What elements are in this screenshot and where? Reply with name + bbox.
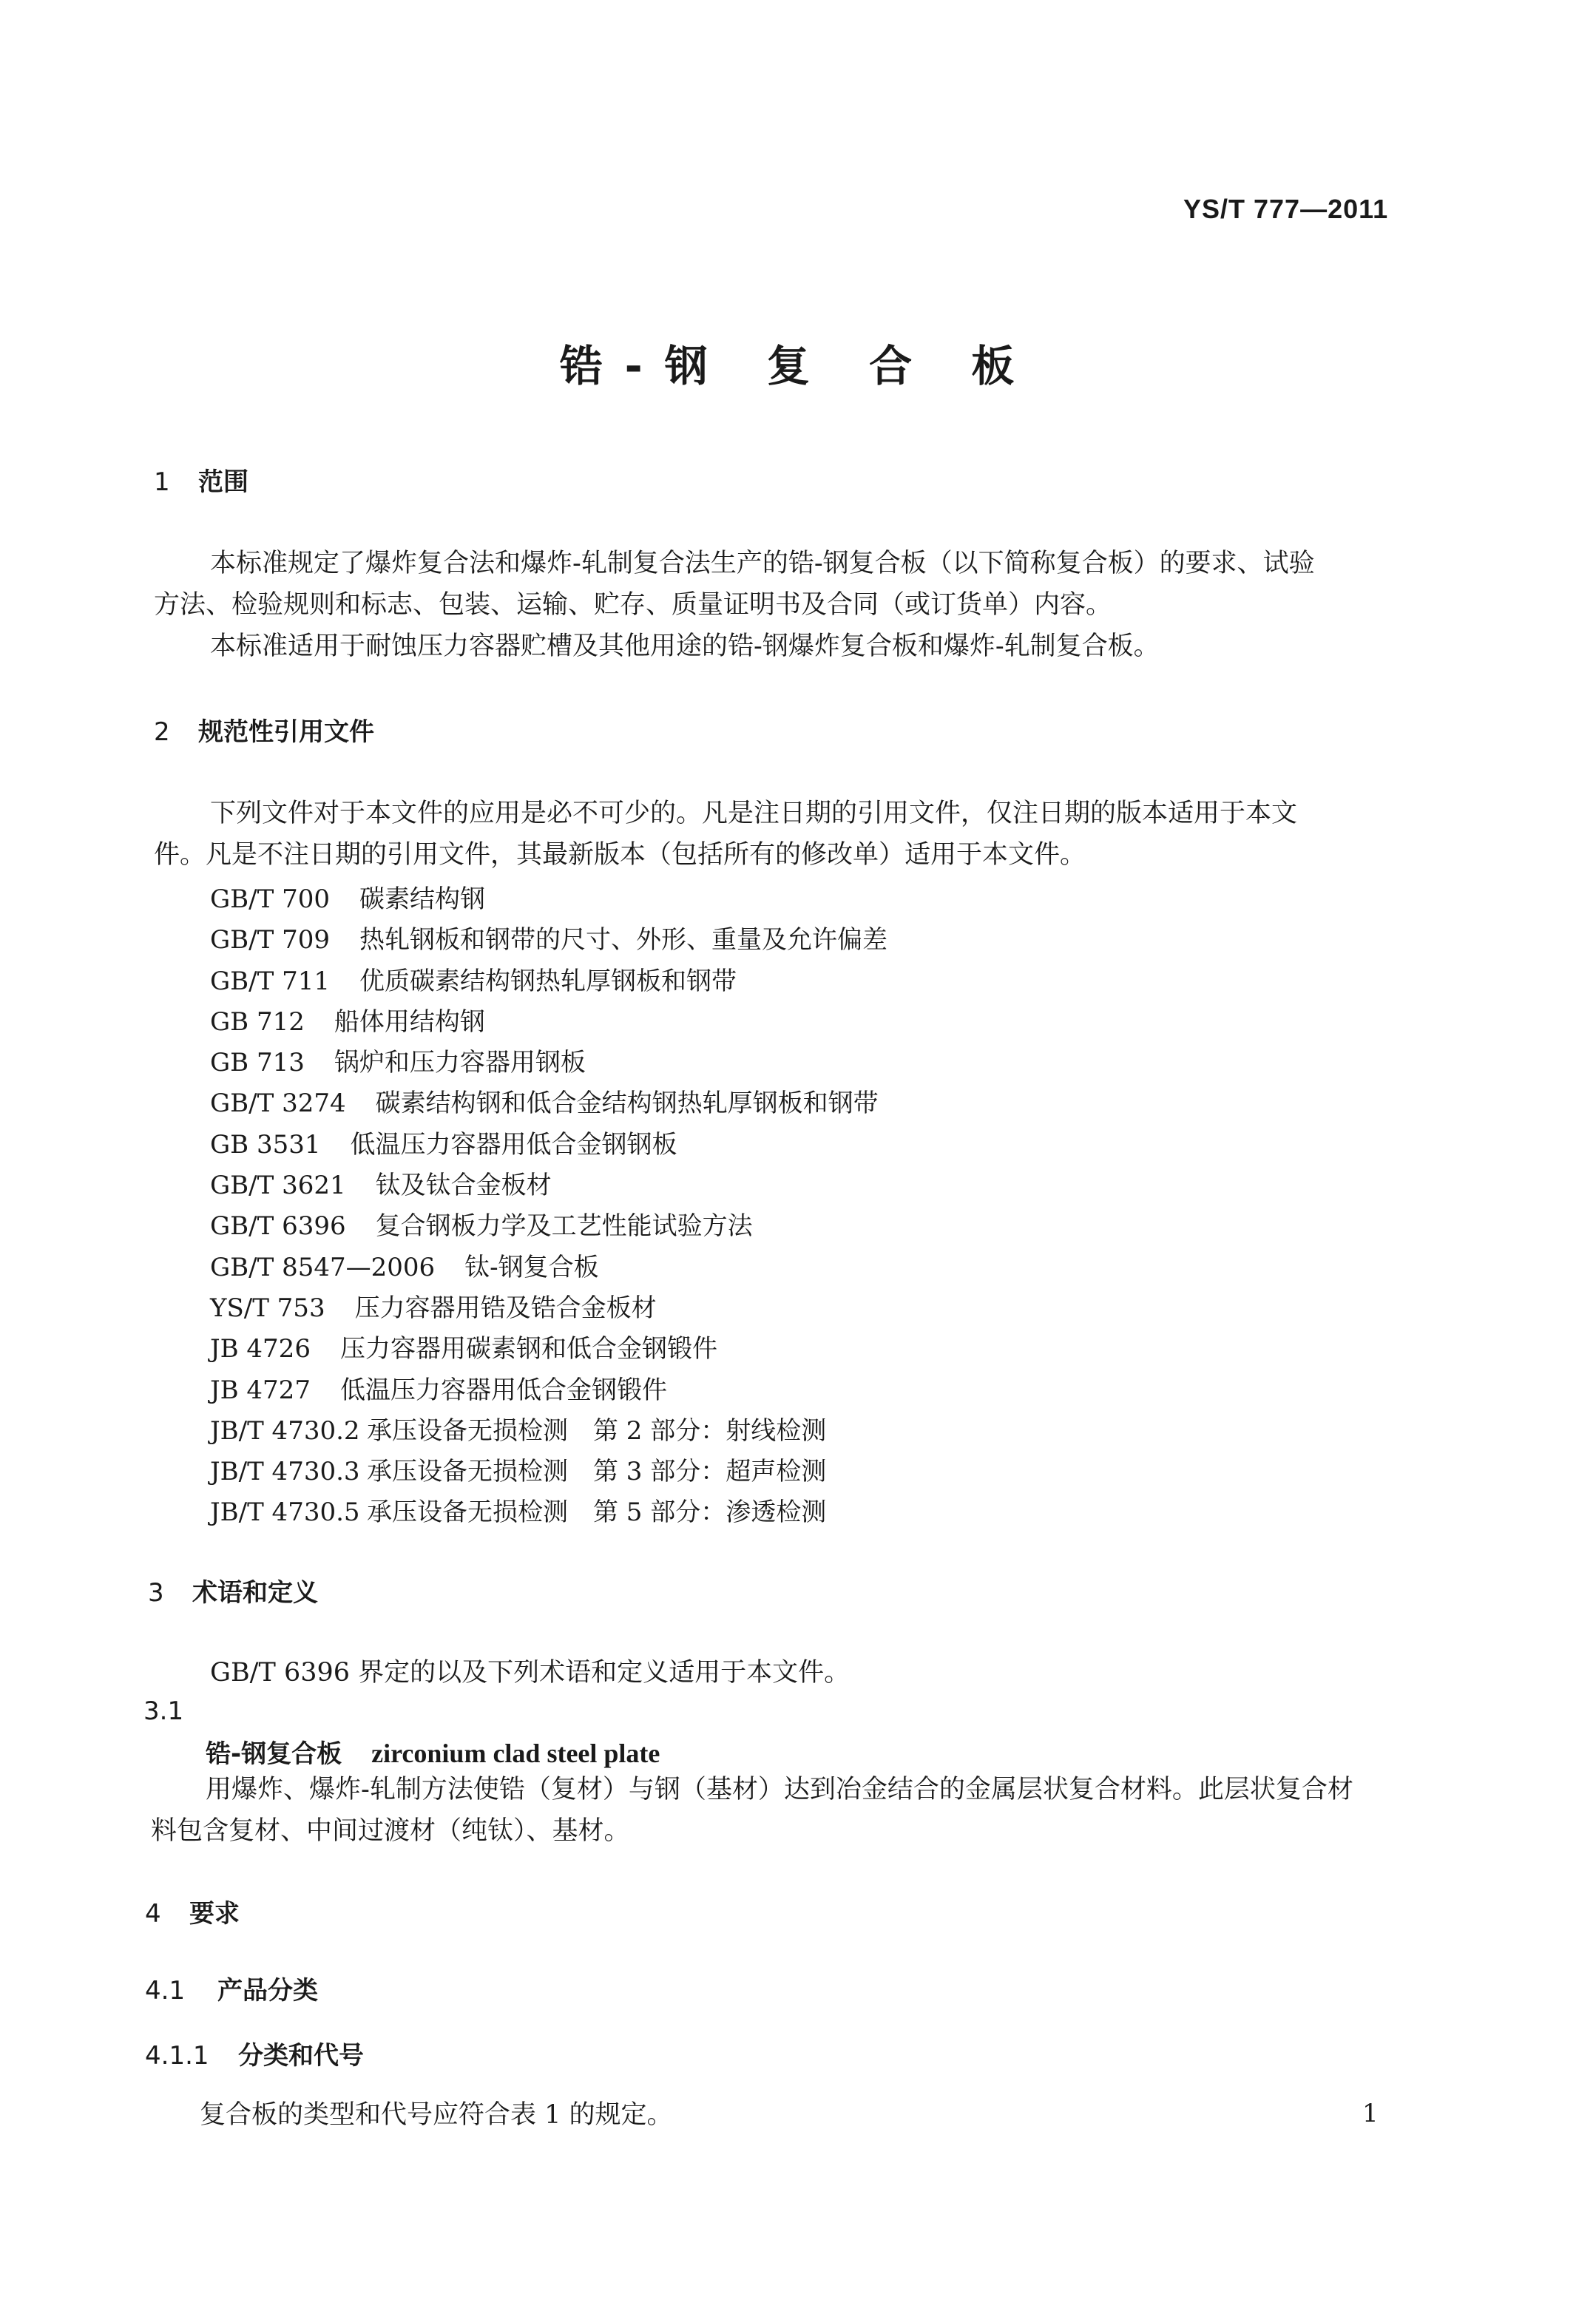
subsection-number: 4.1 <box>145 1976 186 2006</box>
reference-code: GB/T 6396 <box>210 1211 346 1242</box>
subsection-number: 4.1.1 <box>145 2041 209 2071</box>
reference-item <box>210 1001 887 1042</box>
reference-name: 承压设备无损检测 第 2 部分：射线检测 <box>367 1415 827 1446</box>
term-chinese: 锆-钢复合板 <box>206 1739 342 1769</box>
reference-name: 复合钢板力学及工艺性能试验方法 <box>375 1211 753 1242</box>
term-definition-line-1: 用爆炸、爆炸-轧制方法使锆（复材）与钢（基材）达到冶金结合的金属层状复合材料。此层状复合材 <box>206 1775 1353 1804</box>
reference-name: 热轧钢板和钢带的尺寸、外形、重量及允许偏差 <box>359 925 887 955</box>
subsection-title: 分类和代号 <box>238 2041 364 2071</box>
terms-intro: GB/T 6396 界定的以及下列术语和定义适用于本文件。 <box>210 1658 851 1688</box>
section-title: 术语和定义 <box>192 1578 318 1608</box>
reference-code: GB 712 <box>210 1006 305 1037</box>
reference-list <box>210 879 887 1533</box>
reference-item <box>210 1042 887 1083</box>
reference-name: 低温压力容器用低合金钢钢板 <box>350 1129 677 1160</box>
reference-code: GB/T 8547—2006 <box>210 1252 436 1282</box>
subsection-4-1-heading <box>145 1970 318 2006</box>
reference-name: 钛及钛合金板材 <box>375 1171 552 1201</box>
reference-name: 优质碳素结构钢热轧厚钢板和钢带 <box>359 966 737 996</box>
reference-item <box>210 919 887 960</box>
subsection-4-1-1-heading <box>145 2035 364 2071</box>
term-english: zirconium clad steel plate <box>371 1739 660 1768</box>
reference-name: 压力容器用碳素钢和低合金钢锻件 <box>339 1334 717 1364</box>
reference-item <box>210 1205 887 1246</box>
section-number: 1 <box>154 467 170 497</box>
section-title: 规范性引用文件 <box>198 717 374 747</box>
reference-name: 碳素结构钢和低合金结构钢热轧厚钢板和钢带 <box>375 1089 879 1119</box>
reference-item <box>210 1247 887 1287</box>
section-title: 要求 <box>189 1899 240 1929</box>
reference-code: JB 4726 <box>210 1334 311 1364</box>
reference-code: JB/T 4730.2 <box>210 1415 360 1446</box>
reference-item <box>210 1492 887 1532</box>
reference-code: YS/T 753 <box>210 1293 325 1323</box>
references-intro-line-1: 下列文件对于本文件的应用是必不可少的。凡是注日期的引用文件，仅注日期的版本适用于本文 <box>210 799 1298 828</box>
reference-name: 压力容器用锆及锆合金板材 <box>354 1293 657 1323</box>
subsection-title: 产品分类 <box>217 1976 318 2006</box>
reference-code: JB/T 4730.5 <box>210 1498 360 1528</box>
reference-item <box>210 1165 887 1205</box>
reference-name: 低温压力容器用低合金钢锻件 <box>339 1375 667 1405</box>
section-number: 3 <box>148 1578 164 1608</box>
reference-name: 承压设备无损检测 第 5 部分：渗透检测 <box>367 1498 827 1528</box>
reference-name: 钛-钢复合板 <box>464 1252 599 1282</box>
reference-item <box>210 961 887 1001</box>
reference-item <box>210 1410 887 1451</box>
reference-code: GB/T 3621 <box>210 1171 346 1201</box>
scope-paragraph-2: 本标准适用于耐蚀压力容器贮槽及其他用途的锆-钢爆炸复合板和爆炸-轧制复合板。 <box>210 632 1160 661</box>
reference-item <box>210 879 887 919</box>
document-title: 锆-钢 复 合 板 <box>559 341 1037 391</box>
subsection-3-1-number: 3.1 <box>143 1696 184 1726</box>
reference-item <box>210 1124 887 1165</box>
reference-item <box>210 1083 887 1123</box>
section-number: 4 <box>145 1899 161 1929</box>
section-4-heading <box>145 1893 240 1929</box>
reference-item <box>210 1451 887 1492</box>
scope-paragraph-1-line-1: 本标准规定了爆炸复合法和爆炸-轧制复合法生产的锆-钢复合板（以下简称复合板）的要求、试验 <box>210 549 1315 578</box>
page-number: 1 <box>1362 2099 1379 2128</box>
section-3-heading <box>148 1572 318 1608</box>
section-title: 范围 <box>198 467 248 497</box>
reference-item <box>210 1328 887 1369</box>
section-number: 2 <box>154 717 170 747</box>
classification-paragraph: 复合板的类型和代号应符合表 1 的规定。 <box>200 2100 673 2130</box>
term-definition-line-2: 料包含复材、中间过渡材（纯钛）、基材。 <box>151 1816 630 1846</box>
reference-name: 承压设备无损检测 第 3 部分：超声检测 <box>367 1457 827 1487</box>
reference-name: 船体用结构钢 <box>334 1006 485 1037</box>
reference-item <box>210 1287 887 1328</box>
term-entry <box>206 1733 660 1770</box>
reference-code: GB/T 711 <box>210 966 330 996</box>
reference-code: GB/T 709 <box>210 925 330 955</box>
reference-code: JB/T 4730.3 <box>210 1457 360 1487</box>
reference-code: GB/T 3274 <box>210 1089 346 1119</box>
reference-name: 碳素结构钢 <box>359 884 485 914</box>
reference-item <box>210 1370 887 1410</box>
standard-code: YS/T 777—2011 <box>1183 194 1389 224</box>
reference-code: GB 3531 <box>210 1129 321 1160</box>
scope-paragraph-1-line-2: 方法、检验规则和标志、包装、运输、贮存、质量证明书及合同（或订货单）内容。 <box>154 590 1112 620</box>
reference-code: GB 713 <box>210 1048 305 1078</box>
section-1-heading <box>154 461 248 498</box>
reference-code: GB/T 700 <box>210 884 330 914</box>
reference-name: 锅炉和压力容器用钢板 <box>334 1048 586 1078</box>
section-2-heading <box>154 711 374 748</box>
references-intro-line-2: 件。凡是不注日期的引用文件，其最新版本（包括所有的修改单）适用于本文件。 <box>154 840 1086 870</box>
reference-code: JB 4727 <box>210 1375 311 1405</box>
